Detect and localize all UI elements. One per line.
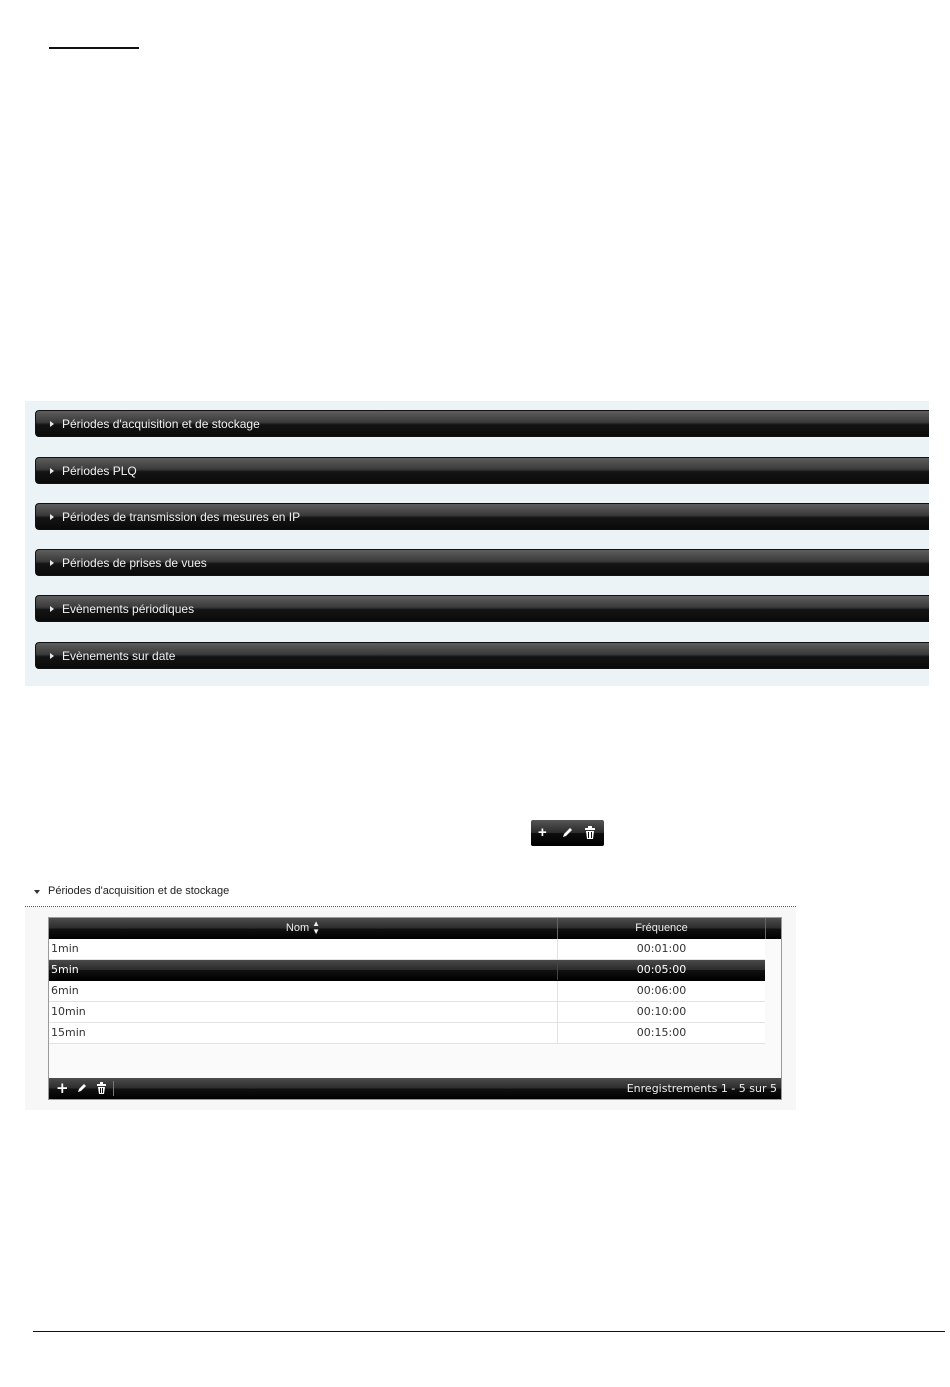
column-header-label: Fréquence — [635, 922, 688, 934]
triangle-right-icon — [50, 606, 54, 612]
cell-nom: 6min — [51, 984, 79, 997]
accordion-header-label: Périodes PLQ — [62, 464, 137, 478]
accordion-panel — [25, 401, 929, 686]
triangle-right-icon — [50, 560, 54, 566]
expanded-section-title: Périodes d'acquisition et de stockage — [48, 885, 230, 897]
accordion-header-acquisition[interactable] — [35, 410, 929, 437]
triangle-right-icon — [50, 514, 54, 520]
column-header-nom[interactable] — [49, 918, 558, 939]
grid-header — [49, 918, 781, 939]
expanded-section-header[interactable] — [25, 880, 796, 907]
table-row[interactable] — [49, 939, 765, 960]
column-header-label: Nom — [285, 922, 310, 934]
triangle-right-icon — [50, 421, 54, 427]
grid-footer — [49, 1078, 781, 1099]
cell-nom: 1min — [51, 942, 79, 955]
cell-frequence: 00:15:00 — [557, 1023, 765, 1043]
triangle-down-icon — [34, 890, 40, 894]
edit-icon[interactable] — [561, 827, 573, 839]
accordion-header-label: Evènements périodiques — [62, 602, 195, 616]
accordion-header-label: Périodes de transmission des mesures en IP — [62, 510, 301, 524]
edit-icon[interactable] — [76, 1083, 87, 1094]
accordion-header-evenements-periodiques[interactable] — [35, 595, 929, 622]
plus-icon[interactable]: + — [56, 1079, 69, 1097]
table-row[interactable] — [49, 981, 765, 1002]
accordion-header-transmission[interactable] — [35, 503, 929, 530]
table-row[interactable] — [49, 1023, 765, 1044]
trash-icon[interactable] — [584, 826, 596, 840]
accordion-header-label: Evènements sur date — [62, 649, 176, 663]
accordion-header-plq[interactable] — [35, 457, 929, 484]
cell-frequence: 00:06:00 — [557, 981, 765, 1001]
footer-separator — [113, 1081, 114, 1096]
bottom-rule — [33, 1331, 945, 1332]
accordion-header-label: Périodes de prises de vues — [62, 556, 207, 570]
table-row-selected[interactable] — [49, 960, 765, 981]
accordion-header-label: Périodes d'acquisition et de stockage — [62, 417, 260, 431]
triangle-right-icon — [50, 653, 54, 659]
trash-icon[interactable] — [96, 1082, 107, 1095]
column-header-frequence[interactable] — [558, 918, 766, 939]
table-row[interactable] — [49, 1002, 765, 1023]
sort-icon[interactable]: ▲ ▼ — [312, 919, 321, 937]
cell-nom: 10min — [51, 1005, 86, 1018]
cell-frequence: 00:10:00 — [557, 1002, 765, 1022]
accordion-header-prises-de-vues[interactable] — [35, 549, 929, 576]
cell-nom: 15min — [51, 1026, 86, 1039]
data-grid — [48, 917, 782, 1100]
cell-nom: 5min — [51, 963, 79, 976]
accordion-header-evenements-sur-date[interactable] — [35, 642, 929, 669]
pager-status: Enregistrements 1 - 5 sur 5 — [626, 1082, 777, 1095]
cell-frequence: 00:01:00 — [557, 939, 765, 959]
top-rule — [49, 47, 139, 49]
mini-toolbar — [531, 820, 604, 846]
triangle-right-icon — [50, 468, 54, 474]
cell-frequence: 00:05:00 — [557, 960, 765, 980]
plus-icon[interactable]: + — [538, 824, 547, 841]
